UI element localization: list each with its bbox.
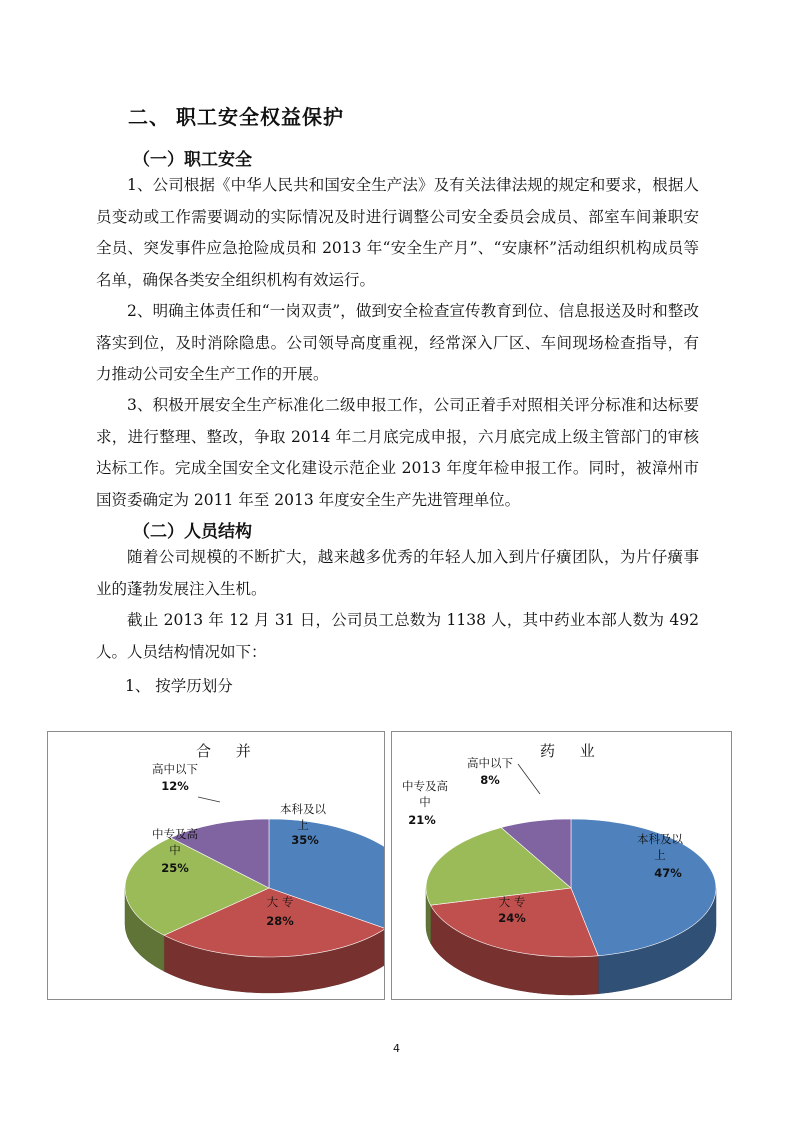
paragraph-staff-2: 截止 2013 年 12 月 31 日，公司员工总数为 1138 人，其中药业本部人数为 492 人。人员结构情况如下： (96, 611, 699, 661)
slice-percent-label-0: 47% (654, 866, 682, 880)
chart-title-combined: 合 并 (196, 742, 261, 760)
slice-category-label-2: 中 (419, 795, 431, 809)
slice-category-label-3: 高中以下 (152, 762, 198, 776)
page-number: 4 (393, 1042, 400, 1055)
section-title: 职工安全权益保护 (176, 105, 344, 129)
section-heading (128, 101, 344, 130)
paragraph-safety-1: 1、公司根据《中华人民共和国安全生产法》及有关法律法规的规定和要求，根据人员变动或工作需要调动的实际情况及时进行调整公司安全委员会成员、部室车间兼职安全员、突发事件应急抢险成员和 2013 年“安全生产月”、“安康杯”活动组织机构成员等名单，确保各类安全组织机构有效运行。 (96, 176, 699, 289)
chart-combined (47, 731, 385, 1000)
slice-category-label-0: 本科及以 (280, 802, 326, 816)
pie-chart-combined (48, 732, 384, 999)
list-item-by-education: 1、 按学历划分 (125, 677, 233, 695)
leader-line (518, 764, 540, 794)
section-number: 二、 (128, 105, 170, 129)
slice-category-label-0: 上 (654, 848, 666, 862)
slice-percent-label-0: 35% (291, 833, 319, 847)
chart-title-pharma: 药 业 (540, 742, 605, 760)
slice-category-label-1: 大 专 (498, 895, 526, 909)
paragraph-safety-2: 2、明确主体责任和“一岗双责”，做到安全检查宣传教育到位、信息报送及时和整改落实到位，及时消除隐患。公司领导高度重视，经常深入厂区、车间现场检查指导，有力推动公司安全生产工作的开展。 (96, 302, 699, 383)
slice-category-label-1: 大 专 (266, 895, 294, 909)
slice-percent-label-2: 25% (161, 861, 189, 875)
chart-pharma (391, 731, 732, 1000)
subsection-heading-safety: （一）职工安全 (133, 150, 252, 170)
slice-category-label-2: 中专及高 (152, 827, 198, 841)
slice-percent-label-1: 24% (498, 911, 526, 925)
subsection-heading-staff: （二）人员结构 (133, 522, 252, 542)
leader-line (198, 797, 220, 802)
slice-percent-label-2: 21% (408, 813, 436, 827)
slice-category-label-2: 中 (169, 843, 181, 857)
pie-chart-pharma (392, 732, 731, 999)
slice-category-label-0: 上 (297, 818, 309, 832)
slice-percent-label-3: 12% (161, 779, 189, 793)
slice-category-label-3: 高中以下 (467, 756, 513, 770)
paragraph-staff-1: 随着公司规模的不断扩大，越来越多优秀的年轻人加入到片仔癀团队，为片仔癀事业的蓬勃发展注入生机。 (96, 548, 699, 598)
slice-category-label-0: 本科及以 (637, 832, 683, 846)
paragraph-safety-3: 3、积极开展安全生产标准化二级申报工作，公司正着手对照相关评分标准和达标要求，进行整理、整改，争取 2014 年二月底完成申报，六月底完成上级主管部门的审核达标工作。完成全国安全文化建设示范企业 2013 年度年检申报工作。同时，被漳州市国资委确定为 2011 年至 2013 年度安全生产先进管理单位。 (96, 396, 699, 509)
slice-percent-label-3: 8% (480, 773, 500, 787)
slice-category-label-2: 中专及高 (402, 779, 448, 793)
slice-percent-label-1: 28% (266, 914, 294, 928)
